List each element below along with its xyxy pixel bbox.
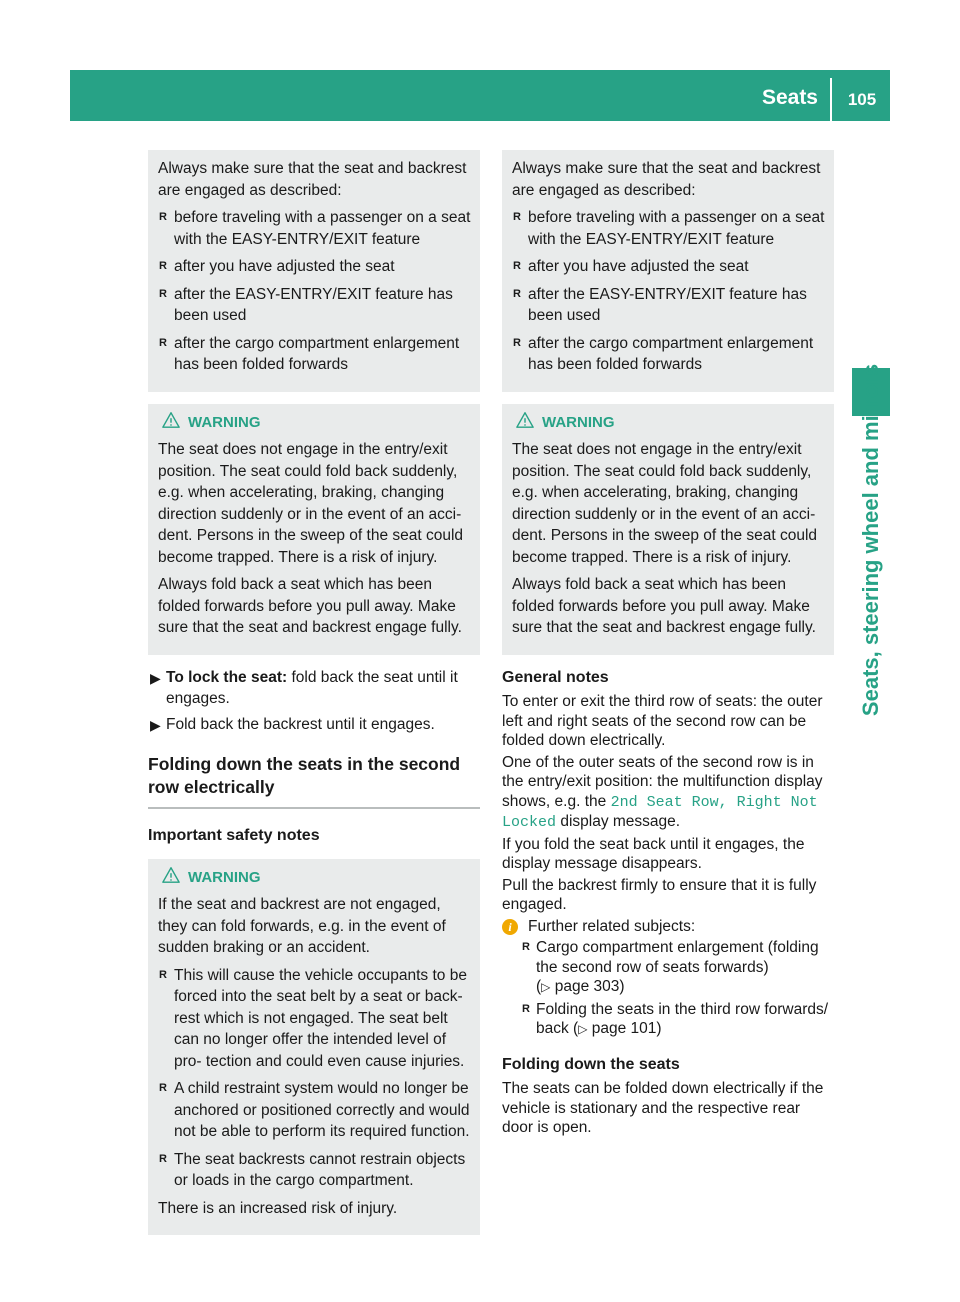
- list-item: R after the EASY-ENTRY/EXIT feature has been used: [512, 284, 826, 327]
- header-separator: [830, 78, 832, 121]
- engage-note-box: [148, 150, 480, 392]
- warning-triangle-icon: [162, 866, 180, 884]
- paragraph-text: display message.: [556, 813, 681, 830]
- paragraph: If you fold the seat back until it engages, the display message disappears.: [502, 835, 805, 872]
- note-intro: Always make sure that the seat and backrest are engaged as described:: [158, 160, 467, 199]
- list-item: R after the cargo compartment enlargement has been folded forwards: [158, 333, 472, 376]
- display-message: 2nd Seat Row, Right Not Locked: [502, 793, 818, 831]
- page-ref-text: page 303: [554, 978, 620, 995]
- warning-text: If the seat and backrest are not engaged, they can fold forwards, e.g. in the event of sudden braking or an accident.: [158, 896, 446, 956]
- arrow-right-icon: ▷: [541, 980, 551, 994]
- step-arrow-icon: ▶: [150, 669, 161, 686]
- step-lock-seat: [148, 667, 480, 710]
- warning-text: Always fold back a seat which has been folded forwards before you pull away. Make sure that the seat and backrest engage fully.: [158, 576, 462, 636]
- warning-text: The seat does not engage in the entry/exit position. The seat could fold back suddenly, e.g. when accelerating, braking, changing direction suddenly or in the event of an acci- dent. Persons in the sweep of the seat could become trapped. There is a risk of injury.: [512, 441, 818, 566]
- related-item[interactable]: [502, 938, 834, 998]
- warning-box: [502, 404, 834, 655]
- step-text: fold back the seat until it engages.: [166, 668, 458, 707]
- warning-box: [148, 404, 480, 655]
- list-item: R after you have adjusted the seat: [158, 256, 472, 278]
- warning-label: WARNING: [542, 413, 615, 431]
- paragraph: To enter or exit the third row of seats: the outer left and right seats of the second row can be folded down electrically.: [502, 693, 823, 749]
- warning-label: WARNING: [188, 413, 261, 431]
- engage-note-box: [502, 150, 834, 392]
- section-title: Seats: [761, 86, 818, 109]
- subsection-heading: Important safety notes: [148, 827, 320, 844]
- warning-box: [148, 859, 480, 1236]
- list-item: R after you have adjusted the seat: [512, 256, 826, 278]
- warning-heading: [158, 867, 472, 889]
- right-column: [502, 150, 834, 1140]
- warning-triangle-icon: [516, 411, 534, 429]
- list-item: R The seat backrests cannot restrain objects or loads in the cargo compartment.: [158, 1149, 472, 1192]
- warning-heading: [158, 412, 472, 434]
- related-text: Cargo compartment enlargement (folding the second row of seats forwards): [536, 939, 819, 976]
- note-intro: Always make sure that the seat and backrest are engaged as described:: [512, 160, 821, 199]
- list-item: R This will cause the vehicle occupants to be forced into the seat belt by a seat or back- rest which is not engaged. The seat belt can no longer offer the intended level of pro- tection and could even cause injuries.: [158, 965, 472, 1073]
- info-label: Further related subjects:: [528, 917, 696, 935]
- header-bar: [70, 70, 890, 121]
- paragraph: [502, 753, 834, 833]
- page-number: 105: [847, 90, 877, 109]
- warning-text: Always fold back a seat which has been folded forwards before you pull away. Make sure that the seat and backrest engage fully.: [512, 576, 816, 636]
- arrow-right-icon: ▷: [578, 1022, 588, 1036]
- step-arrow-icon: ▶: [150, 716, 161, 733]
- list-item: R before traveling with a passenger on a seat with the EASY-ENTRY/EXIT feature: [512, 207, 826, 250]
- list-item: R before traveling with a passenger on a seat with the EASY-ENTRY/EXIT feature: [158, 207, 472, 250]
- section-heading: Folding down the seats in the second row electrically: [148, 753, 480, 809]
- warning-text: The seat does not engage in the entry/exit position. The seat could fold back suddenly, e.g. when accelerating, braking, changing direction suddenly or in the event of an acci- dent. Persons in the sweep of the seat could become trapped. There is a risk of injury.: [158, 441, 464, 566]
- warning-text: There is an increased risk of injury.: [158, 1199, 398, 1217]
- page-ref-text[interactable]: page 101: [591, 1020, 657, 1037]
- general-notes: [502, 667, 834, 1138]
- paragraph: Pull the backrest firmly to ensure that it is fully engaged.: [502, 876, 817, 913]
- chapter-label: Seats, steering wheel and mirrors: [858, 363, 883, 717]
- warning-label: WARNING: [188, 868, 261, 886]
- paragraph-text: One of the outer seats of the second row is in the entry/exit position: the multifunction display shows, e.g. the: [502, 753, 823, 810]
- info-note: [502, 917, 834, 937]
- page-ref[interactable]: (▷ page 303): [536, 978, 625, 995]
- list-item: R after the EASY-ENTRY/EXIT feature has been used: [158, 284, 472, 327]
- related-item[interactable]: R Folding the seats in the third row forwards/ back (▷ page 101): [502, 1000, 834, 1040]
- paragraph: The seats can be folded down electrically if the vehicle is stationary and the respective rear door is open.: [502, 1080, 824, 1136]
- related-text: Folding the seats in the third row forwards/ back: [536, 1000, 829, 1037]
- step-fold-backrest: [148, 714, 480, 736]
- step-bold: To lock the seat:: [166, 668, 288, 686]
- warning-triangle-icon: [162, 411, 180, 429]
- left-column: [148, 150, 480, 1247]
- list-item: R A child restraint system would no longer be anchored or positioned correctly and would not be able to perform its required function.: [158, 1078, 472, 1143]
- step-text: Fold back the backrest until it engages.: [166, 715, 435, 733]
- general-notes-heading: General notes: [502, 668, 609, 686]
- info-icon: i: [502, 919, 518, 935]
- warning-heading: [512, 412, 826, 434]
- folding-heading: Folding down the seats: [502, 1055, 680, 1073]
- list-item: R after the cargo compartment enlargement has been folded forwards: [512, 333, 826, 376]
